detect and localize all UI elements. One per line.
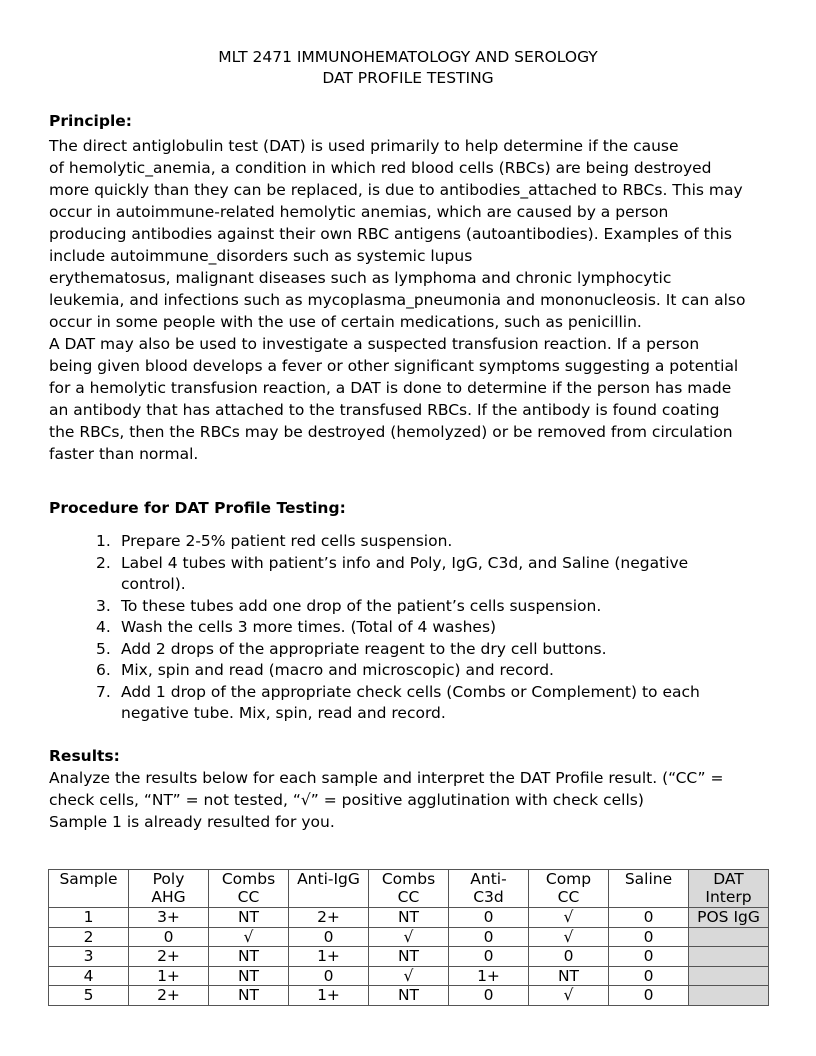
table-cell: √ [529, 927, 609, 947]
column-header-line: Anti-IgG [297, 870, 360, 888]
column-header-line: Interp [705, 888, 752, 906]
step-text: control). [121, 575, 186, 593]
dat-interp-cell[interactable] [689, 986, 769, 1006]
table-cell: 5 [49, 986, 129, 1006]
results-line: Sample 1 is already resulted for you. [49, 813, 335, 831]
step-text: Prepare 2-5% patient red cells suspension. [121, 532, 453, 550]
dat-interp-cell[interactable] [689, 966, 769, 986]
column-header [209, 870, 289, 908]
step-text: Add 1 drop of the appropriate check cells (Combs or Complement) to each [121, 682, 700, 701]
column-header-line: DAT [713, 870, 744, 888]
table-cell: NT [209, 986, 289, 1006]
table-cell: 3 [49, 947, 129, 967]
table-cell: √ [529, 908, 609, 928]
dat-interp-cell[interactable] [689, 947, 769, 967]
step-number: 2. [96, 553, 111, 572]
column-header-line: CC [237, 888, 260, 906]
table-row [49, 986, 769, 1006]
table-cell: √ [209, 927, 289, 947]
table-cell: 1+ [129, 966, 209, 986]
procedure-step [49, 660, 749, 682]
procedure-steps-list [49, 531, 749, 725]
table-cell: 0 [449, 986, 529, 1006]
table-cell: 2+ [129, 947, 209, 967]
procedure-step [49, 682, 749, 725]
dat-interp-cell[interactable]: POS IgG [689, 908, 769, 928]
table-cell: 1+ [449, 966, 529, 986]
column-header-line: Anti- [470, 870, 507, 888]
table-row [49, 927, 769, 947]
step-text: To these tubes add one drop of the patient’s cells suspension. [121, 596, 602, 615]
step-number: 7. [96, 682, 111, 701]
procedure-step [49, 531, 749, 553]
table-cell: √ [369, 966, 449, 986]
step-text: negative tube. Mix, spin, read and record. [121, 704, 446, 722]
principle-line: occur in autoimmune-related hemolytic anemias, which are caused by a person [49, 203, 669, 221]
table-cell: 0 [449, 927, 529, 947]
step-number: 4. [96, 618, 111, 636]
step-number: 5. [96, 639, 111, 658]
principle-line: the RBCs, then the RBCs may be destroyed (hemolyzed) or be removed from circulation [49, 423, 733, 441]
results-line: Analyze the results below for each sample and interpret the DAT Profile result. (“CC” = [49, 769, 724, 787]
table-row [49, 966, 769, 986]
column-header-line: Sample [59, 870, 118, 888]
table-cell: √ [529, 986, 609, 1006]
table-cell: 4 [49, 966, 129, 986]
table-cell: NT [209, 947, 289, 967]
step-text: Label 4 tubes with patient’s info and Poly, IgG, C3d, and Saline (negative [121, 553, 689, 572]
table-cell: 0 [449, 947, 529, 967]
principle-line: more quickly than they can be replaced, is due to antibodies_attached to RBCs. This may [49, 181, 743, 199]
principle-line: being given blood develops a fever or other significant symptoms suggesting a potential [49, 357, 739, 375]
table-cell: 2+ [289, 908, 369, 928]
procedure-heading: Procedure for DAT Profile Testing: [49, 499, 346, 517]
table-header-row [49, 870, 769, 908]
procedure-step [49, 639, 749, 661]
table-cell: 0 [529, 947, 609, 967]
principle-line: producing antibodies against their own RBC antigens (autoantibodies). Examples of this [49, 225, 732, 243]
principle-line: faster than normal. [49, 445, 199, 463]
principle-body [49, 135, 789, 465]
principle-line: leukemia, and infections such as mycoplasma_pneumonia and mononucleosis. It can also [49, 291, 746, 309]
principle-line: erythematosus, malignant diseases such as lymphoma and chronic lymphocytic [49, 269, 672, 287]
document-title [0, 47, 816, 89]
table-cell: √ [369, 927, 449, 947]
principle-heading: Principle: [49, 112, 132, 130]
table-cell: 0 [609, 908, 689, 928]
column-header [129, 870, 209, 908]
column-header [529, 870, 609, 908]
step-text: Add 2 drops of the appropriate reagent to the dry cell buttons. [121, 639, 607, 658]
table-cell: NT [369, 986, 449, 1006]
column-header-line: Combs [221, 870, 276, 888]
column-header [49, 870, 129, 908]
column-header-line: Poly [152, 870, 185, 888]
table-cell: 0 [609, 927, 689, 947]
table-cell: 1+ [289, 986, 369, 1006]
step-text: Mix, spin and read (macro and microscopic) and record. [121, 661, 554, 679]
column-header [449, 870, 529, 908]
column-header-line: Combs [381, 870, 436, 888]
table-cell: 0 [609, 986, 689, 1006]
table-cell: 0 [129, 927, 209, 947]
table-cell: 0 [449, 908, 529, 928]
step-number: 1. [96, 532, 111, 550]
results-heading: Results: [49, 747, 120, 765]
table-cell: NT [529, 966, 609, 986]
table-cell: 1+ [289, 947, 369, 967]
table-row [49, 908, 769, 928]
document-subtitle: DAT PROFILE TESTING [322, 69, 494, 87]
table-cell: 0 [289, 966, 369, 986]
step-text: Wash the cells 3 more times. (Total of 4 washes) [121, 618, 497, 636]
principle-line: A DAT may also be used to investigate a suspected transfusion reaction. If a person [49, 335, 700, 353]
column-header-line: CC [397, 888, 420, 906]
column-header [609, 870, 689, 908]
table-cell: 1 [49, 908, 129, 928]
principle-line: occur in some people with the use of certain medications, such as penicillin. [49, 313, 642, 331]
table-cell: 2+ [129, 986, 209, 1006]
principle-line: include autoimmune_disorders such as systemic lupus [49, 247, 473, 265]
column-header-line: C3d [473, 888, 504, 906]
procedure-step [49, 553, 749, 596]
table-cell: 0 [289, 927, 369, 947]
procedure-step [49, 617, 749, 639]
table-cell: 0 [609, 966, 689, 986]
course-title: MLT 2471 IMMUNOHEMATOLOGY AND SEROLOGY [218, 48, 598, 66]
table-cell: 2 [49, 927, 129, 947]
table-cell: NT [209, 966, 289, 986]
column-header [289, 870, 369, 908]
table-cell: NT [209, 908, 289, 928]
principle-line: for a hemolytic transfusion reaction, a DAT is done to determine if the person has made [49, 379, 732, 397]
column-header [369, 870, 449, 908]
dat-interp-cell[interactable] [689, 927, 769, 947]
step-number: 6. [96, 661, 111, 679]
column-header-line: Comp [545, 870, 592, 888]
column-header-line: AHG [151, 888, 186, 906]
step-number: 3. [96, 596, 111, 615]
table-cell: 0 [609, 947, 689, 967]
column-header-line: CC [557, 888, 580, 906]
table-row [49, 947, 769, 967]
procedure-step [49, 596, 749, 618]
column-header-line: Saline [624, 870, 673, 888]
dat-results-table [48, 869, 769, 1006]
principle-line: of hemolytic_anemia, a condition in which red blood cells (RBCs) are being destroyed [49, 159, 712, 177]
principle-line: an antibody that has attached to the transfused RBCs. If the antibody is found coating [49, 401, 720, 419]
results-line: check cells, “NT” = not tested, “√” = positive agglutination with check cells) [49, 791, 644, 809]
table-cell: NT [369, 947, 449, 967]
table-cell: 3+ [129, 908, 209, 928]
table-cell: NT [369, 908, 449, 928]
column-header [689, 870, 769, 908]
principle-line: The direct antiglobulin test (DAT) is used primarily to help determine if the cause [49, 137, 679, 155]
results-instructions [49, 767, 724, 833]
